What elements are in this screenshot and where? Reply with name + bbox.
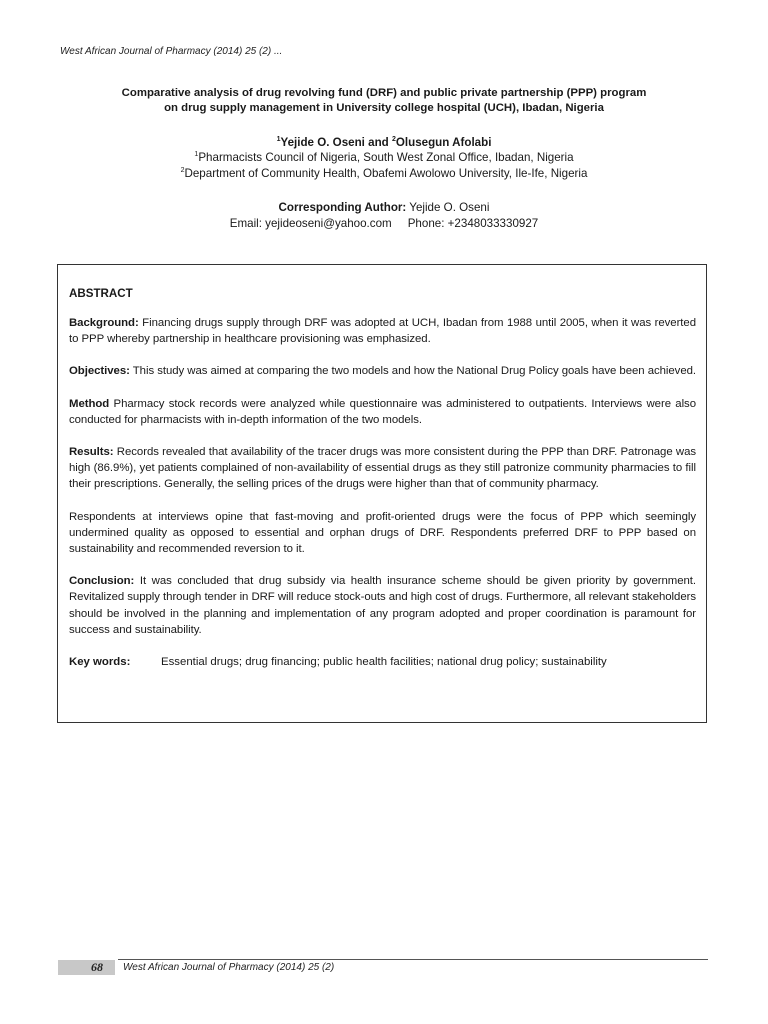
- author-phone: Phone: +2348033330927: [407, 217, 539, 230]
- objectives-text: This study was aimed at comparing the two models and how the National Drug Policy goals have been achieved.: [129, 365, 697, 378]
- page-number-tab: [58, 960, 115, 975]
- conclusion-label: Conclusion:: [69, 575, 135, 588]
- author-line: [60, 135, 708, 150]
- abstract-objectives: [69, 363, 696, 379]
- author2-superscript: 2: [391, 136, 396, 144]
- author-email[interactable]: Email: yejideoseni@yahoo.com: [229, 217, 392, 230]
- affiliation-2: [60, 166, 708, 182]
- keywords-label: Key words:: [69, 656, 131, 669]
- abstract-background: [69, 315, 696, 347]
- method-label: Method: [69, 397, 110, 410]
- corresponding-author-name: Yejide O. Oseni: [406, 201, 490, 214]
- corresponding-author-label: Corresponding Author:: [278, 201, 407, 214]
- abstract-respondents: Respondents at interviews opine that fast-moving and profit-oriented drugs were the focus of PPP which seemingly undermined quality as opposed to essential and orphan drugs of DRF. Respondents preferred DRF to PPP based on sustainability and recommended reversion to it.: [69, 510, 696, 556]
- background-text: Financing drugs supply through DRF was adopted at UCH, Ibadan from 1988 until 2005, when it was reverted to PPP whereby partnership in healthcare provisioning was emphasized.: [69, 317, 696, 346]
- affiliation-1: [60, 150, 708, 166]
- article-title-line-1: Comparative analysis of drug revolving fund (DRF) and public private partnership (PPP) program: [121, 87, 647, 99]
- objectives-label: Objectives:: [69, 365, 130, 378]
- corresponding-author: [60, 200, 708, 216]
- conclusion-text: It was concluded that drug subsidy via health insurance scheme should be given priority by government. Revitalized supply through tender in DRF will reduce stock-outs and high cost of drugs. Furthermore, all relevant stakeholders should be involved in the planning and implementation of any program adopted and proper coordination is paramount for success and sustainability.: [69, 575, 696, 636]
- affiliation-2-superscript: 2: [180, 167, 185, 175]
- abstract-conclusion: [69, 573, 696, 638]
- affiliation-2-text: Department of Community Health, Obafemi Awolowo University, Ile-Ife, Nigeria: [184, 167, 588, 180]
- abstract-box: [57, 264, 707, 723]
- contact-line: [60, 216, 708, 232]
- abstract-results: [69, 444, 696, 493]
- abstract-heading: ABSTRACT: [69, 287, 133, 300]
- results-text: Records revealed that availability of the tracer drugs was more consistent during the PPP than DRF. Patronage was high (86.9%), yet patients complained of non-availability of essential drugs as they still patronize community pharmacies to fill their prescriptions. Generally, the selling prices of the drugs were higher than that of community pharmacy.: [69, 446, 696, 491]
- footer-divider: [118, 959, 708, 960]
- affiliation-1-superscript: 1: [194, 151, 199, 159]
- affiliation-1-text: Pharmacists Council of Nigeria, South West Zonal Office, Ibadan, Nigeria: [198, 151, 574, 164]
- article-title-line-2: on drug supply management in University college hospital (UCH), Ibadan, Nigeria: [164, 102, 604, 114]
- results-label: Results:: [69, 446, 114, 459]
- author1-name: Yejide O. Oseni: [280, 136, 365, 149]
- keywords-row: [69, 654, 696, 670]
- author-conjunction: and: [364, 136, 392, 149]
- method-text: Pharmacy stock records were analyzed while questionnaire was administered to outpatients. Interviews were also conducted for pharmacists with in-depth information of the two models.: [69, 397, 696, 426]
- author2-name: Olusegun Afolabi: [395, 136, 492, 149]
- background-label: Background:: [69, 317, 139, 329]
- page-number: 68: [91, 960, 103, 974]
- title-block: [60, 86, 708, 232]
- author1-superscript: 1: [276, 136, 281, 144]
- abstract-method: [69, 396, 696, 428]
- keywords-text: Essential drugs; drug financing; public health facilities; national drug policy; sustainability: [161, 656, 607, 669]
- running-head: West African Journal of Pharmacy (2014) 25 (2) ...: [60, 46, 283, 57]
- footer-journal: West African Journal of Pharmacy (2014) 25 (2): [123, 962, 335, 973]
